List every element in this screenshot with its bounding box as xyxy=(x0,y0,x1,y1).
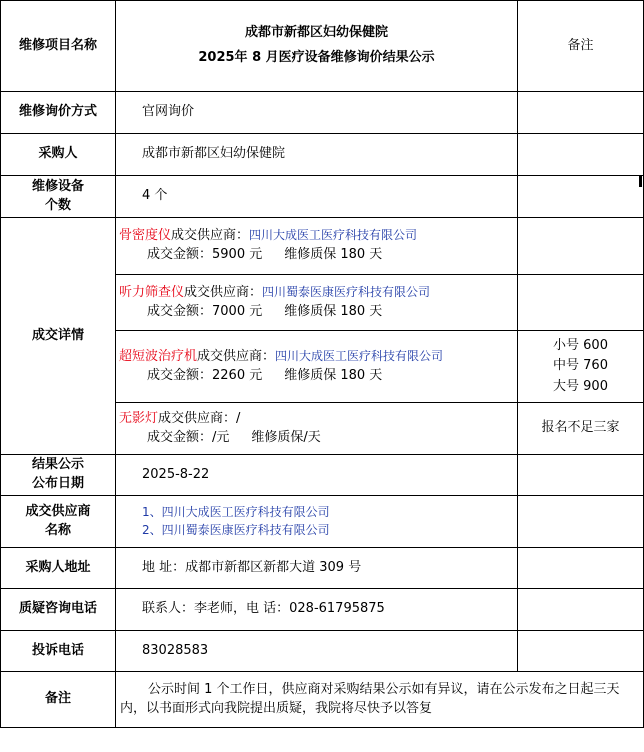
purchaser-remark xyxy=(518,134,644,176)
suppliers-list xyxy=(116,496,518,548)
detail-item-1 xyxy=(116,218,518,275)
title-line-1: 成都市新都区妇幼保健院 xyxy=(244,25,388,41)
inquiry-phone-label: 质疑咨询电话 xyxy=(1,589,116,631)
method-remark xyxy=(518,92,644,134)
size-small: 小号 600 xyxy=(553,338,608,354)
amount-prefix: 成交金额： xyxy=(147,303,213,319)
device-name: 骨密度仪 xyxy=(119,228,172,244)
publish-date-label-line-2: 公布日期 xyxy=(31,476,84,491)
method-value: 官网询价 xyxy=(116,92,518,134)
amount-value: 2260 元 xyxy=(212,367,263,383)
count-label xyxy=(1,176,116,218)
detail-1-amount-line xyxy=(119,246,517,265)
amount-prefix: 成交金额： xyxy=(147,429,213,445)
supplier-name: / xyxy=(236,410,241,426)
publish-date-row xyxy=(1,455,644,496)
inquiry-phone-row xyxy=(1,589,644,631)
details-label: 成交详情 xyxy=(1,218,116,455)
detail-2-supplier-line xyxy=(119,284,517,303)
suppliers-row xyxy=(1,496,644,548)
detail-2-remark xyxy=(518,275,644,331)
supplier-prefix: 成交供应商： xyxy=(197,348,276,364)
remark-row xyxy=(1,672,644,728)
address-label: 采购人地址 xyxy=(1,548,116,589)
project-name-label: 维修项目名称 xyxy=(1,1,116,92)
remark-label: 备注 xyxy=(1,672,116,728)
warranty: 维修质保 180 天 xyxy=(284,303,383,319)
publish-date-value: 2025-8-22 xyxy=(116,455,518,496)
address-value: 地 址：成都市新都区新都大道 309 号 xyxy=(116,548,518,589)
warranty: 维修质保 180 天 xyxy=(284,367,383,383)
detail-item-2 xyxy=(116,275,518,331)
count-label-line-2: 个数 xyxy=(44,197,71,213)
detail-4-supplier-line xyxy=(119,410,517,429)
size-medium: 中号 760 xyxy=(553,358,608,374)
edge-marker xyxy=(639,175,642,187)
detail-item-4 xyxy=(116,403,518,455)
complaint-phone-row xyxy=(1,631,644,672)
header-row xyxy=(1,1,644,92)
warranty: 维修质保/天 xyxy=(251,429,321,445)
detail-4-remark: 报名不足三家 xyxy=(518,403,644,455)
detail-row-1 xyxy=(1,218,644,275)
complaint-phone-value: 83028583 xyxy=(116,631,518,672)
detail-1-supplier-line xyxy=(119,227,517,246)
count-remark xyxy=(518,176,644,218)
publish-date-remark xyxy=(518,455,644,496)
amount-value: 5900 元 xyxy=(212,247,263,262)
supplier-list-item: 2、四川蜀泰医康医疗科技有限公司 xyxy=(142,522,330,537)
suppliers-label xyxy=(1,496,116,548)
complaint-phone-label: 投诉电话 xyxy=(1,631,116,672)
remark-column-header: 备注 xyxy=(518,1,644,92)
detail-4-amount-line xyxy=(119,429,517,448)
warranty: 维修质保 180 天 xyxy=(284,247,383,262)
suppliers-label-line-1: 成交供应商 xyxy=(25,503,91,519)
suppliers-label-line-2: 名称 xyxy=(44,522,71,538)
supplier-prefix: 成交供应商： xyxy=(184,284,263,300)
device-name: 超短波治疗机 xyxy=(119,348,198,364)
detail-3-supplier-line xyxy=(119,348,517,367)
device-name: 听力筛查仪 xyxy=(119,284,185,300)
count-label-line-1: 维修设备 xyxy=(31,178,84,194)
suppliers-remark xyxy=(518,496,644,548)
purchaser-row xyxy=(1,134,644,176)
address-remark xyxy=(518,548,644,589)
amount-value: /元 xyxy=(212,429,230,445)
supplier-list-item: 1、四川大成医工医疗科技有限公司 xyxy=(142,505,330,520)
remark-text: 公示时间 1 个工作日，供应商对采购结果公示如有异议，请在公示发布之日起三天内，以书面形式向我院提出质疑，我院将尽快予以答复 xyxy=(116,672,644,728)
detail-3-remark xyxy=(518,331,644,403)
supplier-prefix: 成交供应商： xyxy=(171,228,250,244)
count-row xyxy=(1,176,644,218)
title-line-2: 2025年 8 月医疗设备维修询价结果公示 xyxy=(198,50,435,65)
count-value: 4 个 xyxy=(116,176,518,218)
device-name: 无影灯 xyxy=(119,410,159,426)
inquiry-phone-remark xyxy=(518,589,644,631)
amount-value: 7000 元 xyxy=(212,303,263,319)
detail-3-amount-line xyxy=(119,367,517,386)
purchaser-value: 成都市新都区妇幼保健院 xyxy=(116,134,518,176)
inquiry-phone-value: 联系人：李老师，电 话：028-61795875 xyxy=(116,589,518,631)
address-row xyxy=(1,548,644,589)
method-row xyxy=(1,92,644,134)
method-label: 维修询价方式 xyxy=(1,92,116,134)
size-large: 大号 900 xyxy=(553,378,608,394)
detail-2-amount-line xyxy=(119,303,517,322)
supplier-name: 四川大成医工医疗科技有限公司 xyxy=(275,348,444,363)
publish-date-label-line-1: 结果公示 xyxy=(31,457,84,473)
supplier-name: 四川大成医工医疗科技有限公司 xyxy=(249,228,418,243)
supplier-name: 四川蜀泰医康医疗科技有限公司 xyxy=(262,284,431,299)
purchaser-label: 采购人 xyxy=(1,134,116,176)
page-title xyxy=(116,1,518,92)
complaint-phone-remark xyxy=(518,631,644,672)
amount-prefix: 成交金额： xyxy=(147,367,213,383)
detail-1-remark xyxy=(518,218,644,275)
amount-prefix: 成交金额： xyxy=(147,247,213,262)
publish-date-label xyxy=(1,455,116,496)
supplier-prefix: 成交供应商： xyxy=(158,410,237,426)
detail-item-3 xyxy=(116,331,518,403)
